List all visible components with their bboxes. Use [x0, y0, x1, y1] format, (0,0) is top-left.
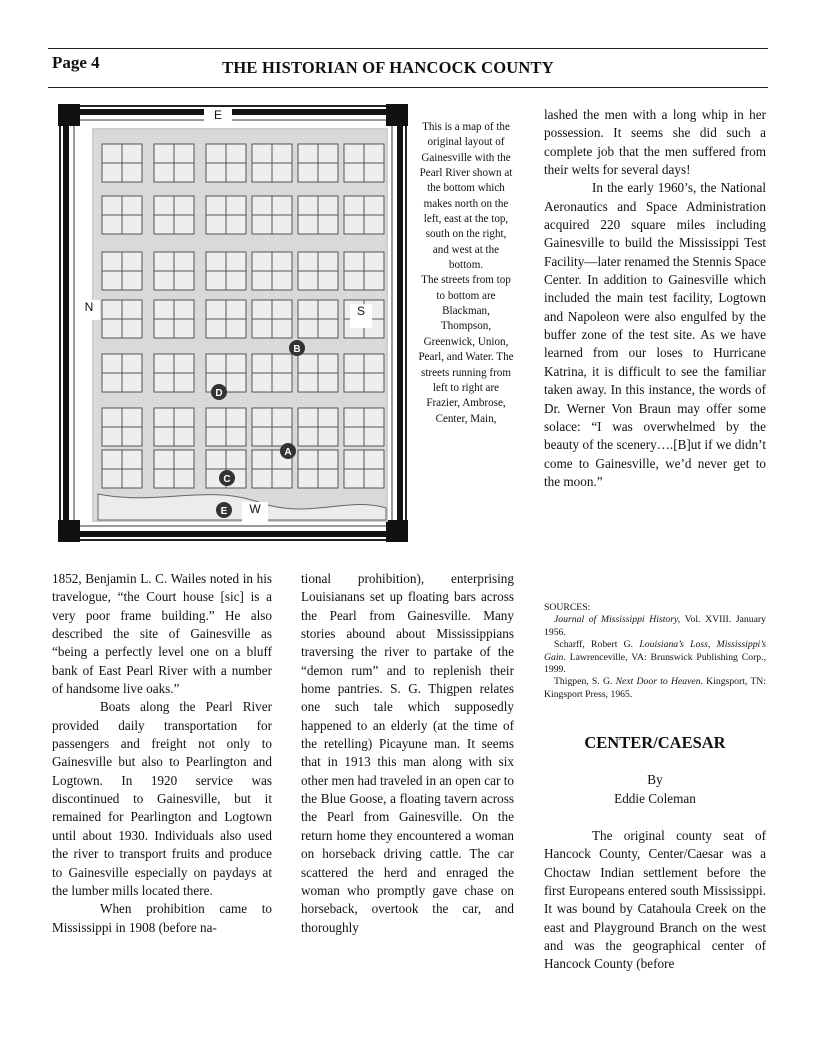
map-figure — [58, 104, 408, 542]
map-label-north: N — [78, 300, 100, 320]
svg-text:A: A — [284, 447, 292, 458]
paragraph: 1852, Benjamin L. C. Wailes noted in his travelogue, “the Court house [sic] is a very poor frame building.” He also described the site of Gainesville as “being a perfectly level one on a bluff bank of East Pearl River with a number of handsome live oaks.” — [52, 571, 272, 697]
map-label-east: E — [204, 108, 232, 122]
byline-author: Eddie Coleman — [614, 790, 696, 806]
paragraph: The original county seat of Hancock County, Center/Caesar was a Choctaw Indian settlement before the first Europeans entered south Mississippi. It was bound by Catahoula Creek on the east and Playground Branch on the west and was the geographical center of Hancock County (before — [544, 828, 766, 972]
article-heading: CENTER/CAESAR — [584, 733, 726, 752]
header-bottom-rule — [48, 87, 768, 88]
svg-text:E: E — [220, 506, 228, 517]
newsletter-title: THE HISTORIAN OF HANCOCK COUNTY — [222, 58, 554, 77]
sources-list — [544, 602, 766, 701]
map-label-west: W — [242, 502, 268, 522]
header-top-rule — [48, 48, 768, 49]
svg-text:C: C — [223, 474, 231, 485]
byline — [544, 771, 766, 808]
article-column-1 — [52, 570, 272, 937]
caption-paragraph: The streets from top to bottom are Blackman, Thompson, Greenwick, Union, Pearl, and Water. The streets running from left to right are Frazier, Ambrose, Center, Main, — [418, 274, 514, 425]
map-caption — [418, 120, 514, 427]
svg-text:B: B — [293, 344, 301, 355]
paragraph: Boats along the Pearl River provided daily transportation for passengers and freight not only to Gainesville but also to Pearlington and Logtown. In 1920 service was discontinued to Gainesville, but it remained for Pearlington and Logtown until about 1930. Individuals also used the river to transport fruits and produce to Gainesville especially on paydays at the lumber mills located there. — [52, 699, 272, 898]
byline-by: By — [647, 772, 663, 787]
article-column-2 — [301, 570, 514, 937]
svg-text:D: D — [215, 388, 223, 399]
paragraph: When prohibition came to Mississippi in 1908 (before na- — [52, 901, 272, 935]
source-entry: Journal of Mississippi History, Vol. XVIII. January 1956. — [544, 614, 766, 638]
source-entry: Scharff, Robert G. Louisiana’s Loss, Mississippi’s Gain. Lawrenceville, VA: Brunswick Publishing Corp., 1999. — [544, 639, 766, 676]
map-label-south: S — [350, 304, 372, 328]
article-column-3 — [544, 106, 766, 491]
article-column-3-lower — [544, 827, 766, 974]
source-entry: Thigpen, S. G. Next Door to Heaven. Kingsport, TN: Kingsport Press, 1965. — [544, 676, 766, 700]
page-number: Page 4 — [52, 53, 100, 72]
paragraph: tional prohibition), enterprising Louisianans set up floating bars across the Pearl from Gainesville. Many stories abound about Mississippians traversing the river to partake of the “demon rum” and to replenish their home pantries. S. G. Thigpen relates one such tale which supposedly happened to an elderly (at the time of the retelling) Picayune man. It seems that in 1913 this man along with six other men had traveled in an open car to the Blue Goose, a floating tavern across the Pearl from Gainesville. On the return home they encountered a woman on horseback driving cattle. The car scattered the herd and enraged the woman who promptly gave chase on horseback, overtook the car, and thoroughly — [301, 571, 514, 935]
sources-label: SOURCES: — [544, 602, 591, 613]
paragraph: lashed the men with a long whip in her possession. It seems she did such a complete job that the men suffered from their welts for several days! — [544, 107, 766, 178]
caption-paragraph: This is a map of the original layout of Gainesville with the Pearl River shown at the bottom which makes north on the left, east at the top, south on the right, and west at the bottom. — [419, 121, 513, 272]
paragraph: In the early 1960’s, the National Aeronautics and Space Administration acquired 220 square miles including Gainesville to build the Mississippi Test Facility—later renamed the Stennis Space Center. In addition to Gainesville which included the main test facility, Logtown and Napoleon were also engulfed by the buffer zone of the test site. As we have learned from our loses to Hurricane Katrina, it is difficult to see the familiar taken away. In this instance, the words of Dr. Werner Von Braun may offer some solace: “I was overwhelmed by the beauty of the scenery….[B]ut if we didn’t come to Gainesville, we’d never get to the moon.” — [544, 180, 766, 489]
